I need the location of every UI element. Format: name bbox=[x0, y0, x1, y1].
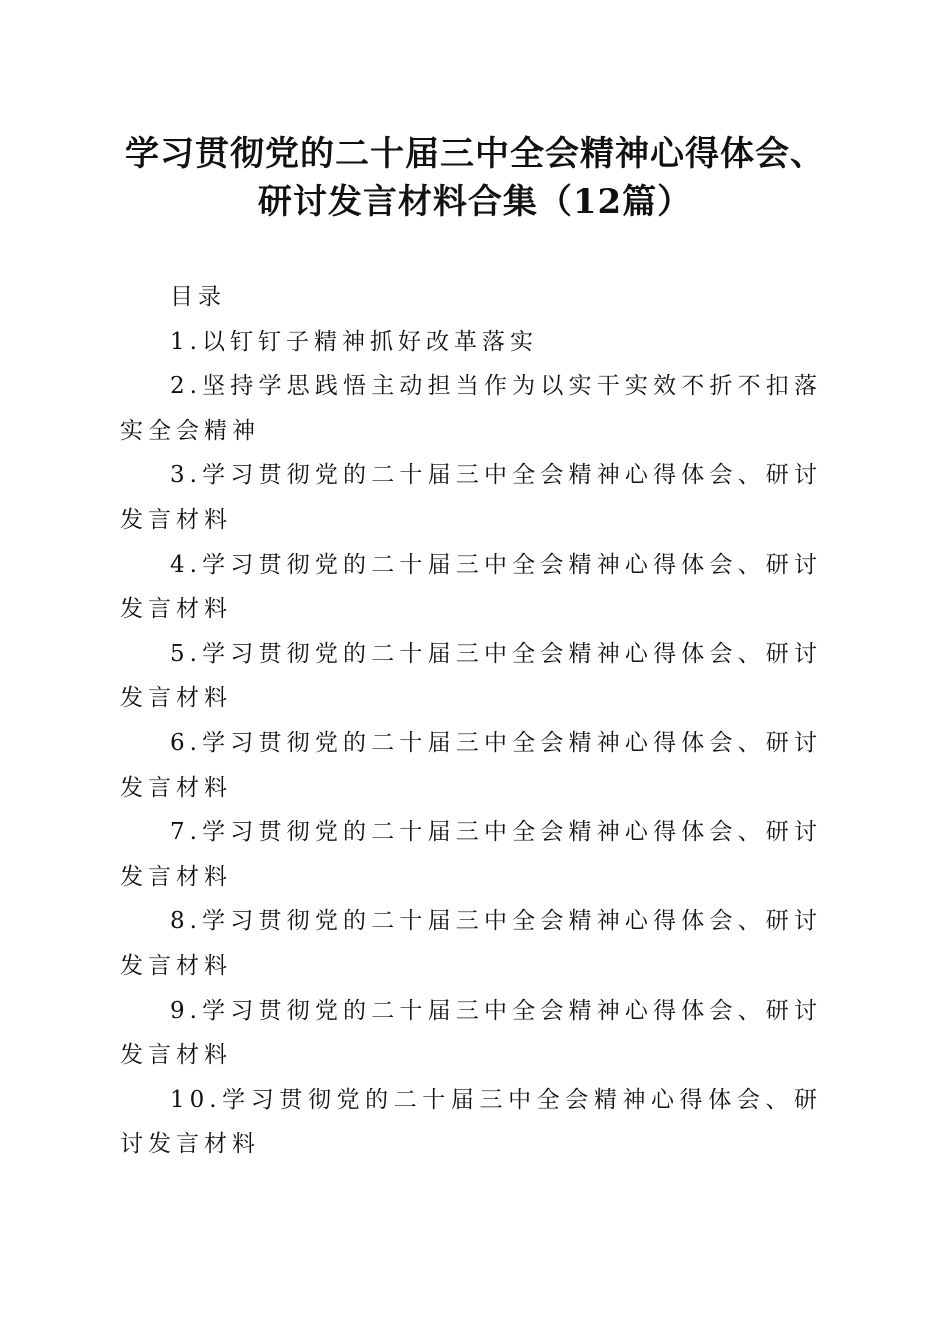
title-line-1: 学习贯彻党的二十届三中全会精神心得体会、 bbox=[125, 134, 825, 174]
toc-item-7: 7.学习贯彻党的二十届三中全会精神心得体会、研讨发言材料 bbox=[120, 819, 822, 890]
toc-item-8: 8.学习贯彻党的二十届三中全会精神心得体会、研讨发言材料 bbox=[120, 908, 822, 979]
table-of-contents bbox=[120, 275, 822, 1167]
toc-item-3: 3.学习贯彻党的二十届三中全会精神心得体会、研讨发言材料 bbox=[120, 462, 822, 533]
toc-item-9: 9.学习贯彻党的二十届三中全会精神心得体会、研讨发言材料 bbox=[120, 997, 822, 1069]
toc-item-2: 2.坚持学思践悟主动担当作为以实干实效不折不扣落实全会精神 bbox=[120, 373, 822, 444]
toc-item-10: 10.学习贯彻党的二十届三中全会精神心得体会、研讨发言材料 bbox=[120, 1086, 822, 1158]
document-title bbox=[0, 130, 950, 226]
toc-item-4: 4.学习贯彻党的二十届三中全会精神心得体会、研讨发言材料 bbox=[120, 551, 822, 623]
title-line-2: 研讨发言材料合集（12篇） bbox=[257, 182, 693, 222]
toc-item-5: 5.学习贯彻党的二十届三中全会精神心得体会、研讨发言材料 bbox=[120, 640, 822, 712]
toc-heading: 目录 bbox=[170, 284, 226, 310]
toc-item-6: 6.学习贯彻党的二十届三中全会精神心得体会、研讨发言材料 bbox=[120, 729, 822, 801]
toc-item-1: 1.以钉钉子精神抓好改革落实 bbox=[170, 328, 538, 355]
